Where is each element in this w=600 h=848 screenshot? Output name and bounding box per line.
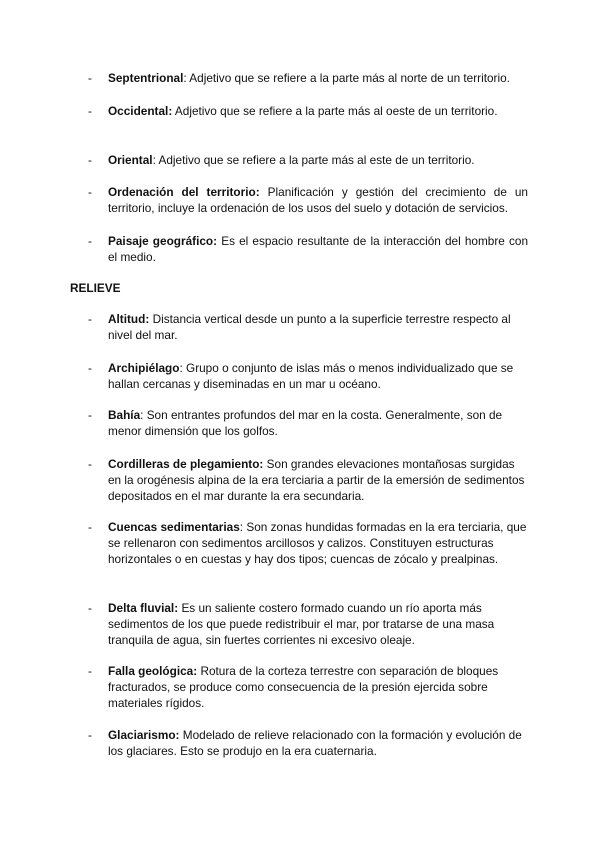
bullet-dash: - — [88, 520, 92, 534]
list-item — [88, 184, 528, 216]
list-item: - Oriental: Adjetivo que se refiere a la parte más al este de un territorio. — [88, 153, 475, 167]
list-item: - Bahía: Son entrantes profundos del mar en la costa. Generalmente, son de menor dimensión que los golfos. — [88, 408, 503, 438]
bullet-dash: - — [88, 312, 92, 326]
bullet-dash: - — [88, 185, 92, 199]
list-item — [88, 103, 528, 119]
list-item — [88, 311, 528, 343]
term: Archipiélago — [108, 361, 180, 375]
term: Occidental: — [108, 104, 173, 118]
definition: Son zonas hundidas formadas en la era terciaria, que se rellenaron con sedimentos arcillosos y calizos. Constituyen estructuras horizontales o en cuestas y hay dos tipos; cuencas de zócalo y prealpinas. — [108, 520, 527, 566]
definition: Adjetivo que se refiere a la parte más al este de un territorio. — [158, 153, 475, 167]
bullet-dash: - — [88, 153, 92, 167]
term: Glaciarismo: — [108, 728, 180, 742]
bullet-dash: - — [88, 457, 92, 471]
bullet-dash: - — [88, 408, 92, 422]
list-item: - Septentrional: Adjetivo que se refiere a la parte más al norte de un territorio. — [88, 71, 510, 85]
term: Cuencas sedimentarias — [108, 520, 240, 534]
definition: Planificación y gestión del crecimiento de un territorio, incluye la ordenación de los usos del suelo y dotación de servicios. — [108, 185, 528, 215]
definition: Adjetivo que se refiere a la parte más al norte de un territorio. — [189, 71, 510, 85]
term: Ordenación del territorio: — [108, 185, 260, 199]
bullet-dash: - — [88, 601, 92, 615]
term: Bahía — [108, 408, 141, 422]
bullet-dash: - — [88, 664, 92, 678]
definition: Adjetivo que se refiere a la parte más al oeste de un territorio. — [174, 104, 498, 118]
term: Cordilleras de plegamiento: — [108, 457, 264, 471]
definition: Son entrantes profundos del mar en la costa. Generalmente, son de menor dimensión que los golfos. — [108, 408, 503, 438]
list-item: - Cuencas sedimentarias: Son zonas hundidas formadas en la era terciaria, que se rellenaron con sedimentos arcillosos y calizos. Constituyen estructuras horizontales o en cuestas y hay dos tipos; cuencas de zócalo y prealpinas. — [88, 520, 527, 566]
bullet-dash: - — [88, 104, 92, 118]
definition: Es el espacio resultante de la interacción del hombre con el medio. — [108, 234, 529, 264]
definition: Modelado de relieve relacionado con la formación y evolución de los glaciares. Esto se produjo en la era cuaternaria. — [108, 728, 522, 758]
list-item — [88, 727, 528, 759]
term: Altitud: — [108, 312, 150, 326]
bullet-dash: - — [88, 71, 92, 85]
definition: Distancia vertical desde un punto a la superficie terrestre respecto al nivel del mar. — [108, 312, 511, 342]
term: Falla geológica: — [108, 664, 198, 678]
definition: Grupo o conjunto de islas más o menos individualizado que se hallan cercanas y diseminadas en un mar u océano. — [108, 361, 514, 391]
section-heading: RELIEVE — [70, 281, 121, 295]
list-item — [88, 663, 528, 711]
bullet-dash: - — [88, 234, 92, 248]
term: Paisaje geográfico: — [108, 234, 218, 248]
list-item — [88, 456, 528, 504]
term: Septentrional — [108, 71, 184, 85]
definition: Son grandes elevaciones montañosas surgidas en la orogénesis alpina de la era terciaria a partir de la emersión de sedimentos depositados en el mar durante la era secundaria. — [108, 457, 525, 503]
term: Delta fluvial: — [108, 601, 179, 615]
bullet-dash: - — [88, 361, 92, 375]
list-item — [88, 233, 528, 265]
list-item: - Archipiélago: Grupo o conjunto de islas más o menos individualizado que se hallan cercanas y diseminadas en un mar u océano. — [88, 361, 514, 391]
term: Oriental — [108, 153, 153, 167]
definition: Es un saliente costero formado cuando un río aporta más sedimentos de los que puede redistribuir el mar, por tratarse de una masa tranquila de agua, sin fuertes corrientes ni excesivo oleaje. — [108, 601, 495, 647]
list-item — [88, 600, 528, 648]
bullet-dash: - — [88, 728, 92, 742]
definition: Rotura de la corteza terrestre con separación de bloques fracturados, se produce como consecuencia de la presión ejercida sobre materiales rígidos. — [108, 664, 499, 710]
